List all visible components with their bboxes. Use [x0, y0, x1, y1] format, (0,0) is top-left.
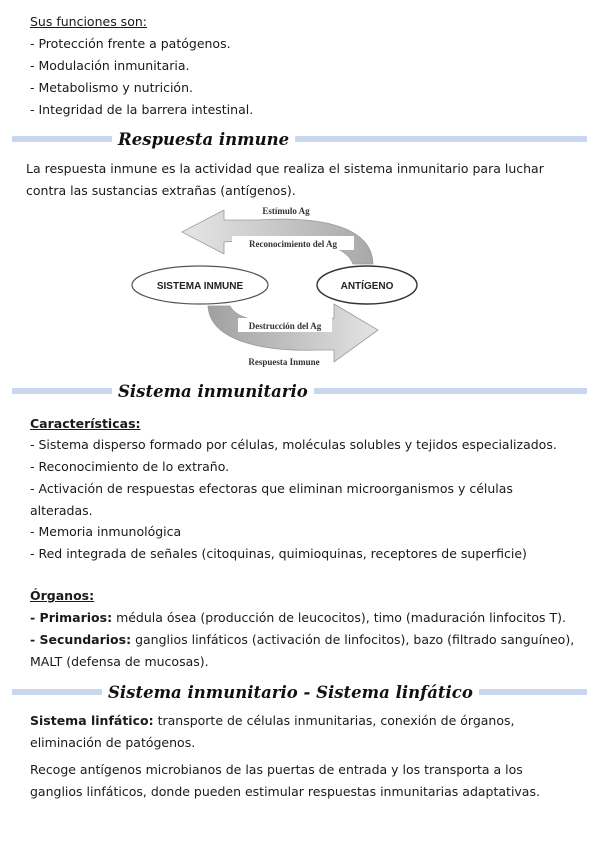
list-item: - Reconocimiento de lo extraño.: [30, 459, 230, 474]
list-item: - Integridad de la barrera intestinal.: [30, 102, 254, 117]
heading-bar-right: [314, 388, 587, 394]
lower-arrow: [208, 304, 378, 362]
lymph-paragraph: Recoge antígenos microbianos de las puertas de entrada y los transporta a los ganglios linfáticos, donde pueden estimular respuestas inmunitarias adaptativas.: [30, 762, 540, 799]
section-heading-sistema-linfatico: [12, 681, 587, 703]
list-item: - Activación de respuestas efectoras que eliminan microorganismos y células alteradas.: [30, 481, 513, 518]
list-item: - Sistema disperso formado por células, moléculas solubles y tejidos especializados.: [30, 437, 557, 452]
lymph-label: Sistema linfático:: [30, 713, 154, 728]
list-item: - Modulación inmunitaria.: [30, 58, 190, 73]
section-title: Respuesta inmune: [118, 129, 290, 149]
characteristics-heading: Características:: [30, 416, 141, 431]
heading-bar-left: [12, 388, 112, 394]
upper-arrow-label: Reconocimiento del Ag: [249, 239, 337, 249]
response-paragraph: La respuesta inmune es la actividad que realiza el sistema inmunitario para luchar contra las sustancias extrañas (antígenos).: [26, 161, 544, 198]
list-item: - Memoria inmunológica: [30, 524, 182, 539]
heading-bar-right: [479, 689, 587, 695]
immune-response-diagram: [120, 200, 420, 372]
organs-heading: Órganos:: [30, 588, 95, 603]
lymph-text: transporte de células inmunitarias, conexión de órganos, eliminación de patógenos.: [30, 713, 515, 750]
lymph-system-definition: [30, 710, 575, 753]
lower-arrow-label: Destrucción del Ag: [248, 321, 322, 331]
secondary-organs: [30, 629, 595, 672]
section-heading-sistema-inmunitario: [12, 380, 587, 402]
section-title: Sistema inmunitario - Sistema linfático: [108, 682, 473, 702]
heading-bar-left: [12, 136, 112, 142]
top-label: Estímulo Ag: [262, 206, 310, 216]
heading-bar-left: [12, 689, 102, 695]
list-item: - Red integrada de señales (citoquinas, quimioquinas, receptores de superficie): [30, 546, 527, 561]
secondary-text: ganglios linfáticos (activación de linfocitos), bazo (filtrado sanguíneo), MALT (defensa de mucosas).: [30, 632, 575, 669]
secondary-label: - Secundarios:: [30, 632, 132, 647]
right-node-label: ANTÍGENO: [340, 281, 394, 292]
primary-text: médula ósea (producción de leucocitos), timo (maduración linfocitos T).: [112, 610, 566, 625]
list-item: - Metabolismo y nutrición.: [30, 80, 193, 95]
heading-bar-right: [295, 136, 587, 142]
primary-organs: [30, 607, 595, 629]
section-heading-respuesta-inmune: [12, 128, 587, 150]
left-node-label: SISTEMA INMUNE: [156, 281, 244, 292]
functions-heading: Sus funciones son:: [30, 14, 147, 29]
bottom-label: Respuesta Inmune: [248, 357, 320, 367]
section-title: Sistema inmunitario: [118, 381, 308, 401]
list-item: - Protección frente a patógenos.: [30, 36, 231, 51]
primary-label: - Primarios:: [30, 610, 113, 625]
